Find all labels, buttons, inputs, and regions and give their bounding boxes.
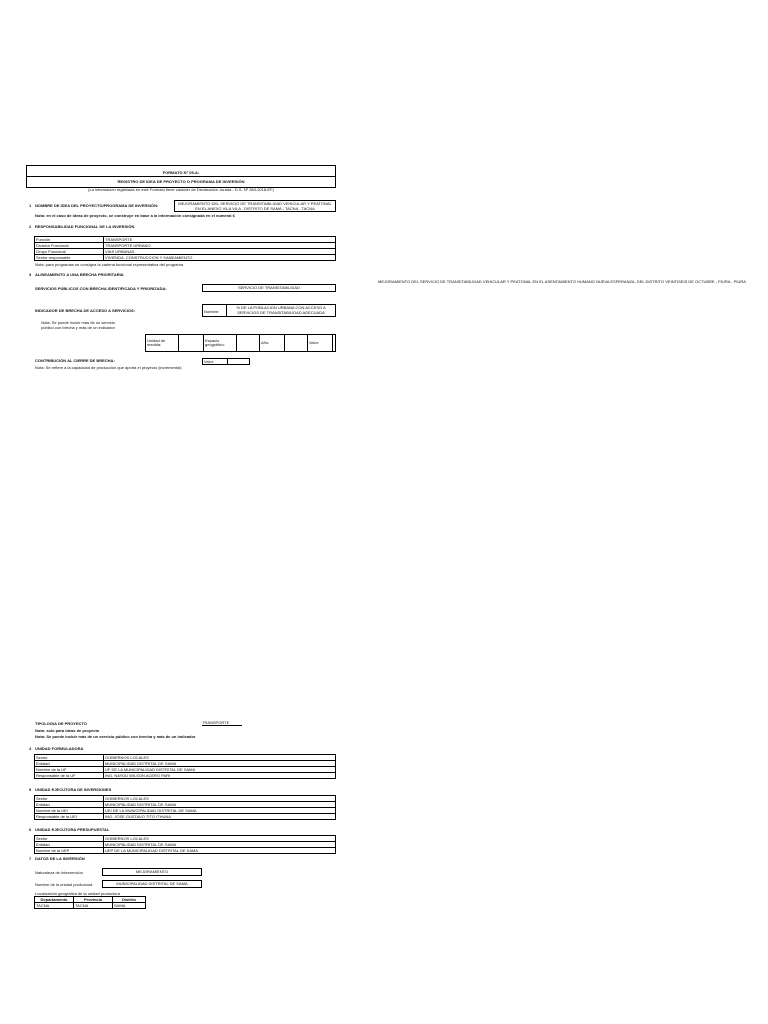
- location-label: Localización geográfica de la unidad productora: [35, 891, 120, 896]
- table-row: Sector responsable VIVIENDA, CONSTRUCCION Y SANEAMIENTO: [35, 255, 336, 261]
- services-value: SERVICIO DE TRANSITABILIDAD: [238, 285, 300, 290]
- table-row: División Funcional TRANSPORTE URBANO: [35, 243, 336, 249]
- tipologia-note1: Nota: solo para ideas de proyecto: [35, 728, 100, 733]
- table-row: Responsable de la UEI ING. JOSE GUSTAVO TITO ITHUNA: [35, 814, 336, 820]
- table-row: Sector GOBIERNOS LOCALES: [35, 796, 336, 802]
- section1-label: NOMBRE DE IDEA DEL PROYECTO/PROGRAMA DE INVERSIÓN:: [35, 203, 159, 208]
- tipologia-note2: Nota: Se puede incluir más de un servicio público con brecha y más de un indicador: [35, 734, 196, 739]
- indicator-divider: [226, 304, 227, 317]
- side-text: MEJORAMIENTO DEL SERVICIO DE TRANSITABILIDAD VEHICULAR Y PEATONAL EN EL ASENTAMIENTO HUMANO NUEVA ESPERANZA, DEL DISTRITO VEINTISEIS DE OCTUBRE - PIURA - PIURA: [378, 279, 746, 284]
- functional-table: [34, 236, 336, 261]
- format-title: FORMATO N° 05-A:: [162, 170, 200, 175]
- table-row: Nombre de la UF UF DE LA MUNICIPALIDAD DISTRITAL DE SAMA: [35, 767, 336, 773]
- contribution-table: [202, 358, 250, 365]
- table-row: Entidad MUNICIPALIDAD DISTRITAL DE SAMA: [35, 842, 336, 848]
- table-row: Función TRANSPORTE: [35, 237, 336, 243]
- formuladora-table: [34, 754, 336, 779]
- producer-label: Nombre de la unidad productora: [35, 882, 93, 887]
- services-label: SERVICIOS PÚBLICOS CON BRECHA IDENTIFICADA Y PRIORIZADA:: [35, 286, 167, 291]
- ejecutora-table: [34, 795, 336, 820]
- contribution-label: CONTRIBUCIÓN AL CIERRE DE BRECHA:: [35, 358, 115, 363]
- section2-label: RESPONSABILIDAD FUNCIONAL DE LA INVERSIÓN: [35, 224, 135, 229]
- producer-value: MUNICIPALIDAD DISTRITAL DE SAMA: [116, 881, 188, 886]
- section4-label: UNIDAD FORMULADORA: [35, 746, 84, 751]
- table-row: Valor:: [203, 359, 250, 365]
- table-row: Unidad de medida: Espacio geográfico: Año: Valor:: [146, 335, 336, 352]
- nature-label: Naturaleza de Intervención: [35, 870, 83, 875]
- section6-label: UNIDAD EJECUTORA PRESUPUESTAL: [35, 827, 110, 832]
- section3-number: 3: [29, 272, 32, 277]
- section1-number: 1: [29, 203, 32, 208]
- presupuestal-table: [34, 835, 336, 854]
- table-row: Nombre de la UEP UEP DE LA MUNICIPALIDAD DISTRITAL DE SAMA: [35, 848, 336, 854]
- table-row: Departamento Provincia Distrito: [35, 897, 146, 903]
- table-row: Nombre de la UEI UEI DE LA MUNICIPALIDAD DISTRITAL DE SAMA: [35, 808, 336, 814]
- section4-number: 4: [29, 746, 32, 751]
- table-row: Entidad MUNICIPALIDAD DISTRITAL DE SAMA: [35, 802, 336, 808]
- section2-note: Nota: para programas se consigna la cadena funcional representativa del programa: [35, 262, 184, 267]
- section2-number: 2: [29, 224, 32, 229]
- section5-label: UNIDAD EJECUTORA DE INVERSIONES: [35, 787, 112, 792]
- tipologia-value: TRANSPORTE: [202, 720, 242, 726]
- table-row: TACNA TACNA SAMA: [35, 903, 146, 909]
- section3-label: ALINEAMIENTO A UNA BRECHA PRIORITARIA: [35, 272, 124, 277]
- contribution-note: Nota: Se refiere a la capacidad de producción que aporta el proyecto (incremental): [35, 365, 182, 370]
- location-table: [34, 896, 146, 909]
- project-name-value: MEJORAMIENTO DEL SERVICIO DE TRANSITABILIDAD VEHICULAR Y PEATONAL EN EL ANEXO VILA VILA , DISTRITO DE SAMA - TACNA - TACNA: [178, 201, 332, 211]
- nature-value: MEJORAMIENTO: [135, 869, 169, 874]
- table-row: Grupo Funcional VIAS URBANAS: [35, 249, 336, 255]
- main-title: REGISTRO DE IDEA DE PROYECTO O PROGRAMA DE INVERSIÓN: [117, 179, 245, 184]
- table-row: Entidad MUNICIPALIDAD DISTRITAL DE SAMA: [35, 761, 336, 767]
- table-row: Sector GOBIERNOS LOCALES: [35, 836, 336, 842]
- tipologia-label: TIPOLOGIA DE PROYECTO: [35, 721, 88, 726]
- indicator-name-label: Nombre:: [204, 309, 220, 314]
- table-row: Sector GOBIERNOS LOCALES: [35, 755, 336, 761]
- indicator-name-value: % DE LA POBLACION URBANA CON ACCESO A SERVICIOS DE TRANSITABILIDAD ADECUADA: [236, 305, 326, 315]
- indicator-measure-table: [145, 334, 336, 352]
- header-divider: [26, 176, 336, 177]
- indicator-label: INDICADOR DE BRECHA DE ACCESO A SERVICIOS:: [35, 308, 136, 313]
- section6-number: 6: [29, 827, 32, 832]
- section1-note: Nota: en el caso de ideas de proyecto, se construye en base a la información consignada en el numeral 6: [35, 213, 235, 218]
- table-row: Responsable de la UF ING. NAYDU WILSON ACERO PARI: [35, 773, 336, 779]
- section7-number: 7: [29, 856, 32, 861]
- section5-number: 5: [29, 787, 32, 792]
- indicator-note: Nota: Se puede incluir más de un servicio público con brecha y más de un indicador: [41, 320, 115, 330]
- subtitle: (La información registrada en este Formato tiene carácter de Declaración Jurada - D.S. Nº 284-2018-EF): [88, 187, 274, 192]
- section7-label: DATOS DE LA INVERSIÓN: [35, 856, 85, 861]
